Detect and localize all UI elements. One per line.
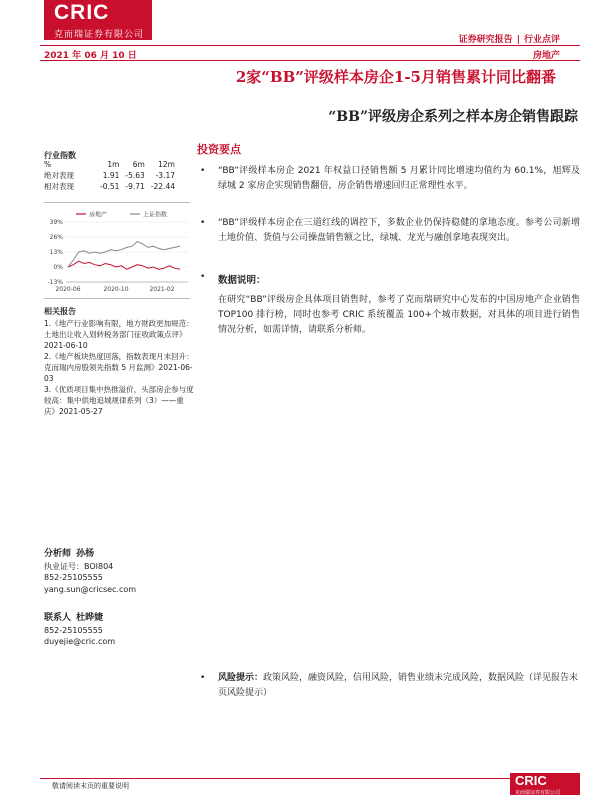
legend-label: 上证指数	[143, 211, 168, 219]
table-cell: -9.71	[125, 182, 145, 191]
bullet-icon: •	[200, 218, 206, 228]
y-tick-label: 26%	[49, 234, 63, 241]
y-tick-label: -13%	[47, 279, 63, 286]
y-tick-label: 39%	[49, 219, 63, 226]
data-note-text: 在研究“BB”评级房企具体项目销售时，参考了克而瑞研究中心发布的中国房地产企业销售 TOP100 排行榜，同时也参考 CRIC 系统覆盖 100+个城市数据，对具体的项目进行销售情况分析，如需详情，请联系分析师。	[218, 295, 580, 335]
footer-logo-subtitle: 克而瑞证券有限公司	[515, 790, 561, 796]
analyst-block	[44, 548, 136, 595]
contact-role: 联系人	[44, 613, 72, 623]
analyst-email[interactable]: yang.sun@cricsec.com	[44, 584, 137, 594]
analyst-role: 分析师	[44, 549, 72, 559]
table-header-row	[44, 160, 181, 171]
bullet-icon: •	[200, 166, 206, 176]
bullet-icon: •	[200, 673, 206, 683]
footer-divider	[40, 778, 540, 779]
index-heading: 行业指数	[44, 151, 76, 160]
legend-label: 房地产	[89, 211, 108, 219]
left-divider	[44, 202, 190, 203]
bullet-icon: •	[200, 272, 206, 282]
table-cell: -0.51	[100, 182, 120, 191]
industry-tag: 房地产	[532, 51, 560, 61]
y-tick-label: 0%	[53, 264, 63, 271]
key-point-1: “BB”评级样本房企 2021 年权益口径销售额 5 月累计同比增速均值约为 60.1%，旭辉及绿城 2 家房企实现销售翻倍，房企销售增速回归正常理性水平。	[218, 166, 580, 191]
risk-text: 政策风险，融资风险，信用风险，销售业绩未完成风险，数据风险（详见报告末页风险提示）	[218, 673, 579, 698]
contact-phone: 852-25105555	[44, 625, 103, 635]
key-points-heading: 投资要点	[197, 143, 241, 156]
unit-cell: %	[44, 160, 52, 169]
data-note-title: 数据说明：	[218, 275, 266, 286]
report-type: 证券研究报告	[458, 35, 513, 45]
key-point-2: “BB”评级样本房企在三道红线的调控下，多数企业仍保持稳健的拿地态度。参考公司新增土地价值、货值与公司操盘销售额之比，绿城、龙光与融创拿地表现突出。	[218, 218, 580, 243]
table-cell: -3.17	[155, 171, 175, 180]
row-label: 相对表现	[44, 182, 74, 191]
col-header: 12m	[158, 160, 175, 169]
table-cell: 1.91	[102, 171, 120, 180]
header-divider-2	[40, 60, 580, 61]
left-divider	[44, 298, 190, 299]
x-tick-label: 2020-06	[55, 286, 81, 293]
table-row	[44, 171, 181, 182]
x-tick-label: 2020-10	[103, 286, 129, 293]
related-report-item: 3.《优质项目集中热推溢价，头部房企参与度较高：集中供地追城规律系列（3）——重庆》2021-05-27	[44, 385, 194, 416]
analyst-cert: 执业证号：BOI804	[44, 561, 114, 571]
report-type-line	[459, 32, 560, 45]
footer-logo-text: CRIC	[515, 773, 547, 788]
contact-name: 杜晔婕	[76, 613, 104, 623]
risk-note	[218, 671, 580, 701]
table-cell: -22.44	[150, 182, 175, 191]
logo-subtitle: 克而瑞证券有限公司	[54, 30, 145, 40]
col-header: 1m	[107, 160, 120, 169]
series-line-sector	[68, 261, 180, 269]
report-subtype: 行业点评	[523, 35, 560, 45]
index-chart	[40, 208, 192, 294]
contact-block	[44, 612, 115, 648]
table-row	[44, 182, 181, 193]
report-title: 2家“BB”评级样本房企1-5月销售累计同比翻番	[235, 68, 556, 86]
related-reports	[44, 318, 194, 417]
related-heading: 相关报告	[44, 307, 76, 316]
related-report-item: 2.《地产板块热度回落，指数表现月末回升：克而瑞内房股领先指数 5 月监测》2021-06-03	[44, 352, 194, 383]
risk-label: 风险提示：	[218, 673, 264, 683]
index-table	[44, 160, 181, 193]
related-report-item: 1.《地产行业影响有限，地方财政更加规范：土地出让收入划转税务部门征收政策点评》2021-06-10	[44, 319, 194, 350]
header-divider	[40, 45, 580, 46]
row-label: 绝对表现	[44, 171, 74, 180]
footer-note: 敬请阅读末页的重要说明	[52, 782, 129, 790]
logo-text: CRIC	[54, 1, 110, 24]
x-tick-label: 2021-02	[149, 286, 175, 293]
analyst-phone: 852-25105555	[44, 573, 103, 582]
report-subtitle: “BB”评级房企系列之样本房企销售跟踪	[328, 109, 578, 125]
analyst-name: 孙杨	[76, 549, 95, 559]
y-tick-label: 13%	[49, 249, 63, 256]
report-date: 2021 年 06 月 10 日	[44, 51, 137, 61]
contact-title	[44, 612, 115, 625]
contact-email[interactable]: duyejie@cric.com	[44, 637, 116, 646]
analyst-title	[44, 548, 136, 561]
table-cell: -5.63	[125, 171, 145, 180]
separator: |	[516, 35, 520, 45]
col-header: 6m	[132, 160, 145, 169]
